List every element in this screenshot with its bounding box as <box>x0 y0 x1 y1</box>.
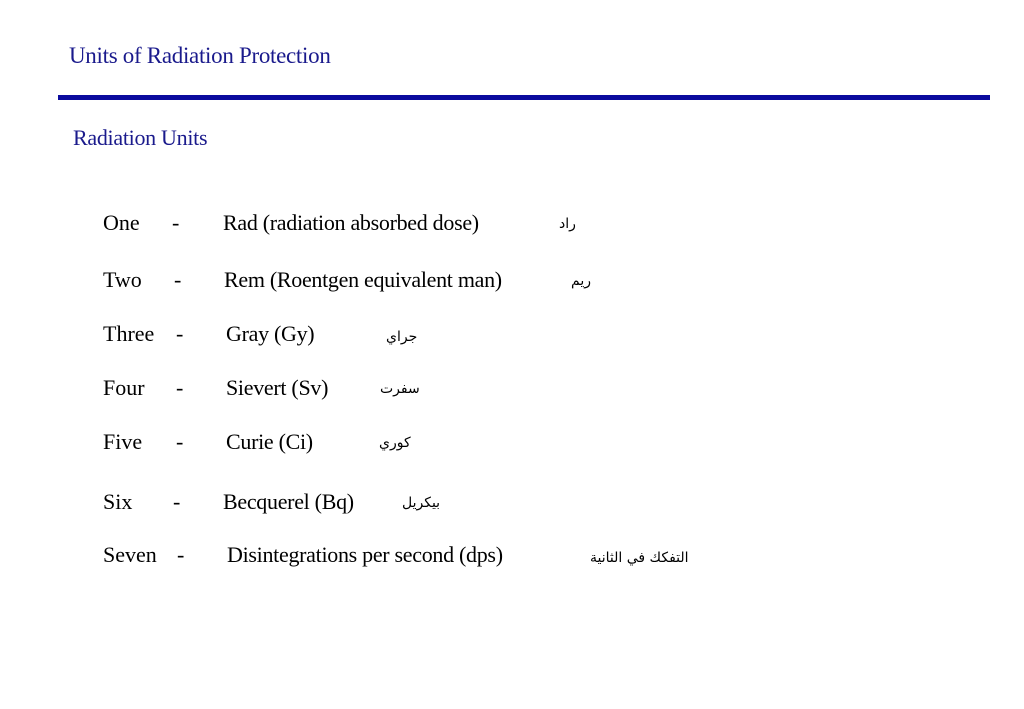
unit-ordinal: One <box>103 210 140 235</box>
unit-name: Disintegrations per second (dps) <box>227 542 503 567</box>
unit-name: Becquerel (Bq) <box>223 489 354 514</box>
list-item-two <box>0 267 1024 301</box>
title-divider <box>58 95 990 100</box>
unit-arabic-name: بيكريل <box>402 495 441 511</box>
unit-name: Sievert (Sv) <box>226 375 329 400</box>
unit-ordinal: Five <box>103 429 143 454</box>
unit-name: Rad (radiation absorbed dose) <box>223 210 479 235</box>
unit-dash: - <box>177 542 185 567</box>
unit-dash: - <box>174 267 182 292</box>
list-item-one <box>0 210 1024 244</box>
unit-dash: - <box>176 321 184 346</box>
unit-arabic-name: كوري <box>379 435 411 451</box>
list-item-five <box>0 429 1024 463</box>
unit-ordinal: Seven <box>103 542 157 567</box>
unit-arabic-name: سفرت <box>380 381 420 397</box>
unit-ordinal: Three <box>103 321 155 346</box>
unit-ordinal: Two <box>103 267 142 292</box>
unit-name: Gray (Gy) <box>226 321 315 346</box>
unit-arabic-name: راد <box>559 216 576 232</box>
unit-arabic-name: ريم <box>571 273 591 289</box>
unit-dash: - <box>176 375 184 400</box>
unit-ordinal: Four <box>103 375 145 400</box>
unit-arabic-name: جراي <box>386 329 418 345</box>
unit-ordinal: Six <box>103 489 133 514</box>
unit-dash: - <box>173 489 181 514</box>
list-item-seven <box>0 542 1024 576</box>
unit-name: Rem (Roentgen equivalent man) <box>224 267 502 292</box>
list-item-three <box>0 321 1024 355</box>
unit-dash: - <box>176 429 184 454</box>
section-heading: Radiation Units <box>73 125 208 150</box>
unit-arabic-name: التفكك في الثانية <box>590 550 689 566</box>
list-item-four <box>0 375 1024 409</box>
unit-name: Curie (Ci) <box>226 429 313 454</box>
list-item-six <box>0 489 1024 523</box>
page-title: Units of Radiation Protection <box>69 43 331 68</box>
unit-dash: - <box>172 210 180 235</box>
